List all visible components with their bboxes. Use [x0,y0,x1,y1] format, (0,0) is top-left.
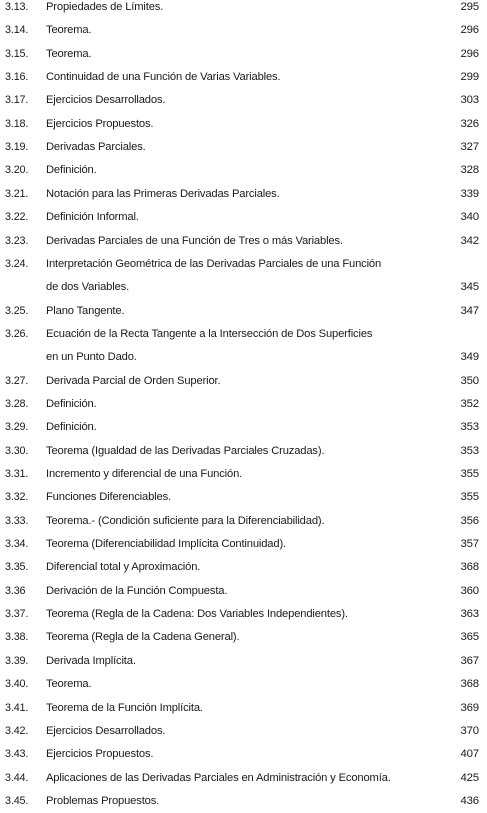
toc-entry [0,0,487,19]
page-number: 356 [460,514,479,527]
toc-entry [0,767,487,790]
section-title-line: Ejercicios Propuestos. [46,748,154,761]
toc-entry [0,89,487,112]
toc-entry [0,300,487,323]
section-number: 3.26. [5,327,29,340]
page-number: 368 [460,678,479,691]
page-number: 328 [460,164,479,177]
section-title-line: Ejercicios Desarrollados. [46,94,166,107]
page-number: 360 [460,584,479,597]
section-title-line: Diferencial total y Aproximación. [46,561,201,574]
section-title [46,580,227,603]
page-number: 407 [460,748,479,761]
section-title [46,370,220,393]
section-title [46,626,239,649]
section-title-line: Teorema (Diferenciabilidad Implícita Continuidad). [46,538,286,551]
section-title-line: Teorema. [46,678,92,691]
section-title-line: Derivadas Parciales de una Función de Tres o más Variables. [46,234,343,247]
section-title [46,533,286,556]
section-title-line: Derivadas Parciales. [46,141,146,154]
section-title [46,323,372,369]
section-number: 3.28. [5,397,29,410]
section-title-line: Derivación de la Función Compuesta. [46,584,228,597]
section-title-line: Teorema (Regla de la Cadena General). [46,631,240,644]
section-number: 3.41. [5,701,29,714]
section-title-line: Aplicaciones de las Derivadas Parciales en Administración y Economía. [46,771,391,784]
section-title [46,300,124,323]
page-number: 365 [460,631,479,644]
section-title-line: Plano Tangente. [46,304,125,317]
page-number: 340 [460,211,479,224]
section-number: 3.36 [5,584,26,597]
section-title [46,159,97,182]
section-title [46,510,324,533]
toc-entry [0,510,487,533]
section-number: 3.19. [5,141,29,154]
section-number: 3.40. [5,678,29,691]
section-title [46,720,165,743]
section-title [46,206,139,229]
section-title [46,66,280,89]
section-number: 3.34. [5,538,29,551]
page-number: 368 [460,561,479,574]
section-number: 3.31. [5,468,29,480]
section-title [46,253,381,299]
section-number: 3.22. [5,211,29,224]
page-number: 349 [460,350,479,363]
section-number: 3.27. [5,374,29,387]
page-number: 296 [460,47,479,60]
section-title [46,673,91,696]
section-title-line: Teorema. [46,47,92,60]
toc-entry [0,370,487,393]
page-number: 355 [460,468,479,480]
section-title-line: Teorema.- (Condición suficiente para la Diferenciabilidad). [46,514,325,527]
section-title-line: Definición. [46,397,97,410]
section-number: 3.44. [5,771,29,784]
page-number: 339 [460,187,479,200]
section-title-line: Interpretación Geométrica de las Derivadas Parciales de una Función [46,257,382,270]
section-title-line: Derivada Implícita. [46,654,136,667]
toc-entry [0,790,487,813]
toc-entry [0,603,487,626]
section-number: 3.25. [5,304,29,317]
toc-entry [0,697,487,720]
toc-entry [0,486,487,509]
section-number: 3.37. [5,608,29,621]
toc-entry [0,253,487,299]
toc-entry [0,440,487,463]
page-number: 367 [460,654,479,667]
section-title [46,603,348,626]
toc-entry [0,463,487,486]
section-number: 3.38. [5,631,29,644]
section-number: 3.29. [5,421,29,434]
page-number: 370 [460,724,479,737]
section-title [46,650,136,673]
page-number: 299 [460,71,479,84]
page-number: 296 [460,24,479,37]
section-title [46,230,343,253]
section-title [46,463,242,486]
section-title [46,790,159,813]
toc-entry [0,19,487,42]
page-number: 350 [460,374,479,387]
section-number: 3.30. [5,444,29,457]
page-number: 357 [460,538,479,551]
section-title [46,136,146,159]
toc-entry [0,673,487,696]
section-title-line: Teorema de la Función Implícita. [46,701,203,714]
section-title-line: Propiedades de Límites. [46,1,164,13]
toc-entry [0,66,487,89]
toc-entry [0,650,487,673]
section-number: 3.20. [5,164,29,177]
section-number: 3.14. [5,24,29,37]
section-title [46,416,97,439]
section-title [46,697,203,720]
page-number: 345 [460,280,479,293]
toc-entry [0,183,487,206]
toc-entry [0,230,487,253]
section-title [46,440,324,463]
section-title [46,113,153,136]
section-number: 3.45. [5,794,29,807]
section-title [46,0,163,19]
section-title-line: Teorema. [46,24,92,37]
page-number: 369 [460,701,479,714]
section-title [46,767,391,790]
page-number: 326 [460,117,479,130]
toc-entry [0,323,487,369]
section-title [46,183,280,206]
page-number: 425 [460,771,479,784]
page-number: 295 [460,1,479,13]
page-number: 353 [460,421,479,434]
section-title [46,486,171,509]
section-number: 3.18. [5,117,29,130]
section-title [46,393,97,416]
page-number: 436 [460,794,479,807]
section-title-line: Funciones Diferenciables. [46,491,171,504]
toc-entry [0,113,487,136]
toc-entry [0,43,487,66]
toc-entry [0,743,487,766]
section-number: 3.33. [5,514,29,527]
section-number: 3.24. [5,257,29,270]
section-title-line: de dos Variables. [46,280,130,293]
section-title-line: Definición Informal. [46,211,139,224]
section-number: 3.23. [5,234,29,247]
page-number: 352 [460,397,479,410]
page-number: 342 [460,234,479,247]
section-number: 3.39. [5,654,29,667]
section-title-line: Definición. [46,164,97,177]
section-number: 3.43. [5,748,29,761]
section-title [46,89,165,112]
toc-entry [0,626,487,649]
section-title-line: Notación para las Primeras Derivadas Parciales. [46,187,280,200]
section-number: 3.42. [5,724,29,737]
section-number: 3.13. [5,1,29,13]
section-number: 3.16. [5,71,29,84]
page-number: 327 [460,141,479,154]
section-title-line: Teorema (Regla de la Cadena: Dos Variables Independientes). [46,608,348,621]
section-title-line: Ejercicios Desarrollados. [46,724,166,737]
page-number: 347 [460,304,479,317]
section-title-line: Derivada Parcial de Orden Superior. [46,374,221,387]
section-title-line: Incremento y diferencial de una Función. [46,468,243,480]
section-title-line: Problemas Propuestos. [46,794,160,807]
toc-entry [0,556,487,579]
section-title-line: Teorema (Igualdad de las Derivadas Parciales Cruzadas). [46,444,325,457]
section-title-line: Continuidad de una Función de Varias Variables. [46,71,281,84]
section-title-line: Ecuación de la Recta Tangente a la Intersección de Dos Superficies [46,327,373,340]
toc-entry [0,720,487,743]
page-number: 353 [460,444,479,457]
page-number: 363 [460,608,479,621]
section-title-line: en un Punto Dado. [46,350,137,363]
toc-entry [0,580,487,603]
toc-entry [0,136,487,159]
toc-entry [0,206,487,229]
section-number: 3.21. [5,187,29,200]
section-title-line: Ejercicios Propuestos. [46,117,154,130]
toc-entry [0,533,487,556]
section-number: 3.17. [5,94,29,107]
section-number: 3.32. [5,491,29,504]
page-number: 303 [460,94,479,107]
section-number: 3.15. [5,47,29,60]
section-title [46,556,200,579]
section-number: 3.35. [5,561,29,574]
page-number: 355 [460,491,479,504]
toc-entry [0,159,487,182]
section-title-line: Definición. [46,421,97,434]
toc-entry [0,416,487,439]
toc-entry [0,393,487,416]
section-title [46,743,153,766]
section-title [46,43,91,66]
section-title [46,19,91,42]
